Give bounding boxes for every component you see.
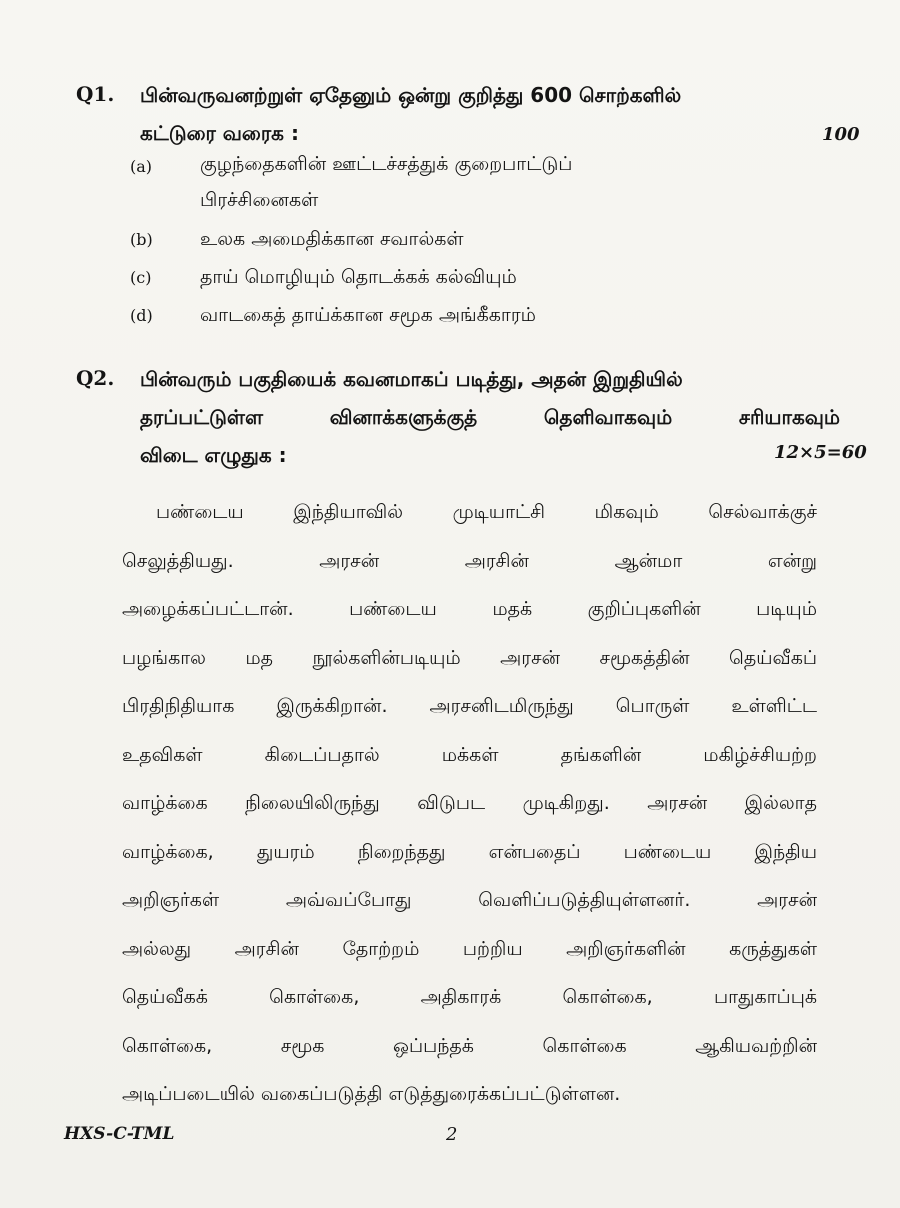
q2-prompt [140, 360, 840, 474]
q1-option-a-text [200, 146, 572, 218]
q2-prompt-line1: பின்வரும் பகுதியைக் கவனமாகப் படித்து, அதன் இறுதியில் [140, 367, 683, 391]
q1-option-a-line1: குழந்தைகளின் ஊட்டச்சத்துக் குறைபாட்டுப் [200, 153, 573, 175]
q1-prompt-line2: கட்டுரை வரைக : [140, 121, 299, 145]
passage-line: உதவிகள் கிடைப்பதால் மக்கள் தங்களின் மகிழ்ச்சியற்ற [122, 743, 817, 766]
passage-line: அழைக்கப்பட்டான். பண்டைய மதக் குறிப்புகளின் படியும் [122, 598, 817, 620]
q1-marks: 100 [822, 124, 860, 145]
passage-line: அடிப்படையில் வகைப்படுத்தி எடுத்துரைக்கப்பட்டுள்ளன. [122, 1083, 621, 1105]
q1-option-d-text: வாடகைத் தாய்க்கான சமூக அங்கீகாரம் [200, 304, 536, 326]
q2-number: Q2. [76, 366, 115, 390]
q1-prompt [140, 76, 840, 152]
q1-option-c-text: தாய் மொழியும் தொடக்கக் கல்வியும் [200, 266, 517, 288]
passage-line: கொள்கை, சமூக ஒப்பந்தக் கொள்கை ஆகியவற்றின் [122, 1034, 817, 1057]
q1-option-b-text: உலக அமைதிக்கான சவால்கள் [200, 228, 464, 250]
passage-line: பழங்கால மத நூல்களின்படியும் அரசன் சமூகத்தின் தெய்வீகப் [122, 646, 817, 669]
reading-passage [122, 488, 817, 1119]
page-number: 2 [446, 1124, 458, 1145]
paper-code: HXS-C-TML [64, 1124, 175, 1144]
passage-line: அறிஞர்கள் அவ்வப்போது வெளிப்படுத்தியுள்ளனர். அரசன் [122, 889, 817, 911]
passage-line: செலுத்தியது. அரசன் அரசின் ஆன்மா என்று [122, 549, 817, 572]
q2-marks: 12×5=60 [774, 442, 867, 463]
q1-option-c-label: (c) [130, 268, 152, 287]
passage-line: வாழ்க்கை, துயரம் நிறைந்தது என்பதைப் பண்டைய இந்திய [122, 840, 817, 863]
q1-prompt-line1: பின்வருவனற்றுள் ஏதேனும் ஒன்று குறித்து 600 சொற்களில் [140, 83, 682, 107]
q2-prompt-line3: விடை எழுதுக : [140, 443, 287, 467]
passage-line: தெய்வீகக் கொள்கை, அதிகாரக் கொள்கை, பாதுகாப்புக் [122, 986, 817, 1008]
passage-line: வாழ்க்கை நிலையிலிருந்து விடுபட முடிகிறது. அரசன் இல்லாத [122, 792, 817, 814]
q1-option-a-line2: பிரச்சினைகள் [200, 189, 319, 211]
q1-option-d-label: (d) [130, 306, 153, 325]
q1-option-a-label: (a) [130, 157, 153, 176]
q2-prompt-line2: தரப்பட்டுள்ள வினாக்களுக்குத் தெளிவாகவும் சரியாகவும் [140, 405, 840, 429]
passage-line: பிரதிநிதியாக இருக்கிறான். அரசனிடமிருந்து பொருள் உள்ளிட்ட [122, 695, 817, 717]
q1-option-b-label: (b) [130, 230, 153, 249]
passage-line: பண்டைய இந்தியாவில் முடியாட்சி மிகவும் செல்வாக்குச் [156, 501, 817, 523]
passage-line: அல்லது அரசின் தோற்றம் பற்றிய அறிஞர்களின் கருத்துகள் [122, 937, 817, 960]
q1-number: Q1. [76, 82, 115, 106]
